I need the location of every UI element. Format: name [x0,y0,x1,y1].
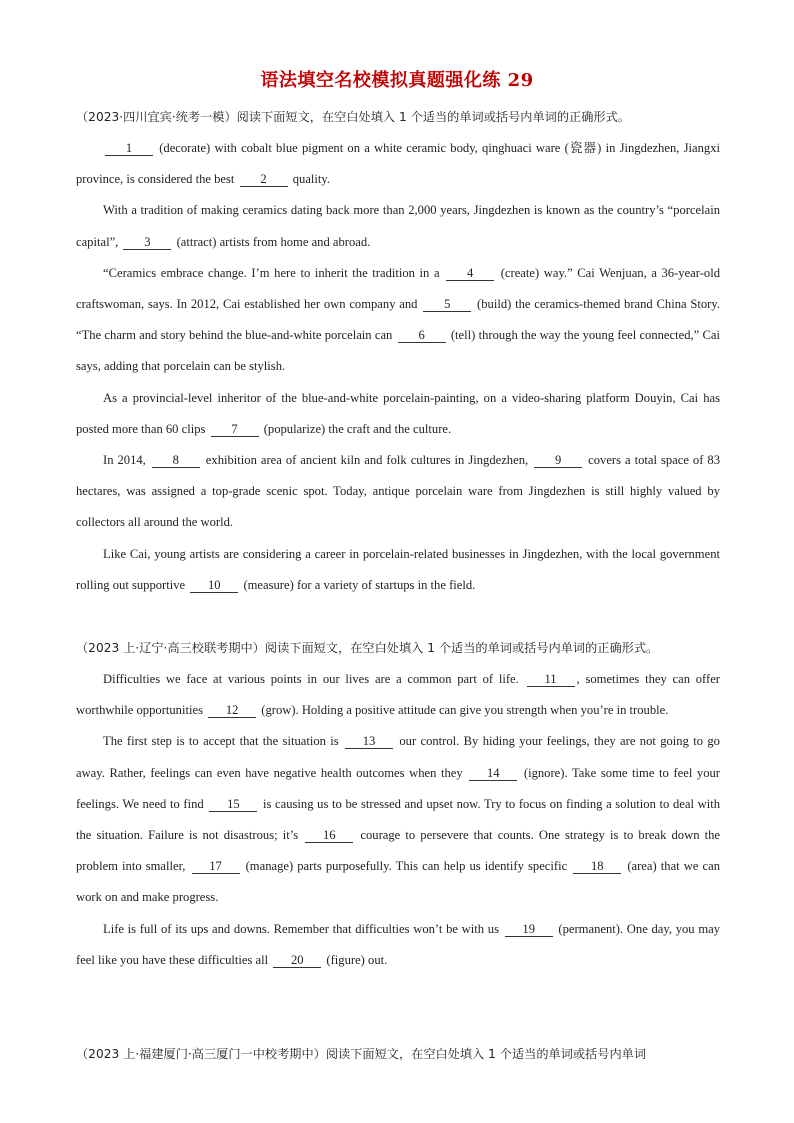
section-2-source: （2023 上·辽宁·高三校联考期中）阅读下面短文，在空白处填入 1 个适当的单词或括号内单词的正确形式。 [76,641,659,655]
answer-blank-14[interactable]: 14 [469,766,517,781]
answer-blank-16[interactable]: 16 [305,828,353,843]
passage-paragraph: The first step is to accept that the situation is 13 our control. By hiding your feelings, they are not going to go away. Rather, feelings can even have negative health outcomes when they 14 (ignore). Take some time to feel your feelings. We need to find 15 is causing us to be stressed and upset now. Try to focus on finding a solution to deal with the situation. Failure is not disastrous; it’s 16 courage to persevere that counts. One strategy is to break down the problem into smaller, 17 (manage) parts purposefully. This can help us identify specific 18 (area) that we can work on and make progress. [76,734,721,905]
answer-blank-2[interactable]: 2 [240,172,288,187]
section-1-passage [76,133,720,601]
answer-blank-13[interactable]: 13 [345,734,393,749]
answer-blank-19[interactable]: 19 [505,922,553,937]
passage-paragraph: As a provincial-level inheritor of the blue-and-white porcelain-painting, on a video-sharing platform Douyin, Cai has posted more than 60 clips 7 (popularize) the craft and the culture. [76,390,720,436]
section-1-source: （2023·四川宜宾·统考一模）阅读下面短文，在空白处填入 1 个适当的单词或括号内单词的正确形式。 [76,110,630,124]
passage-paragraph: “Ceramics embrace change. I’m here to inherit the tradition in a 4 (create) way.” Cai Wenjuan, a 36-year-old craftswoman, says. In 2012, Cai established her own company and 5 (build) the ceramics-themed brand China Story. “The charm and story behind the blue-and-white porcelain can 6 (tell) through the way the young feel connected,” Cai says, adding that porcelain can be stylish. [76,265,721,374]
section-2-passage [76,664,720,976]
page-title: 语法填空名校模拟真题强化练 29 [260,70,534,91]
passage-paragraph: Life is full of its ups and downs. Remember that difficulties won’t be with us 19 (permanent). One day, you may feel like you have these difficulties all 20 (figure) out. [76,921,720,967]
passage-paragraph: Like Cai, young artists are considering a career in porcelain-related businesses in Jingdezhen, with the local government rolling out supportive 10 (measure) for a variety of startups in the field. [76,546,720,592]
answer-blank-18[interactable]: 18 [573,859,621,874]
answer-blank-15[interactable]: 15 [209,797,257,812]
answer-blank-8[interactable]: 8 [152,453,200,468]
answer-blank-12[interactable]: 12 [208,703,256,718]
passage-paragraph: Difficulties we face at various points in our lives are a common part of life. 11 , sometimes they can offer worthwhile opportunities 12 (grow). Holding a positive attitude can give you strength when you’re in trouble. [76,672,721,718]
passage-paragraph: With a tradition of making ceramics dating back more than 2,000 years, Jingdezhen is known as the country’s “porcelain capital”, 3 (attract) artists from home and abroad. [76,203,720,249]
answer-blank-6[interactable]: 6 [398,328,446,343]
passage-paragraph: In 2014, 8 exhibition area of ancient kiln and folk cultures in Jingdezhen, 9 covers a total space of 83 hectares, was assigned a top-grade scenic spot. Today, antique porcelain ware from Jingdezhen is still highly valued by collectors all around the world. [76,453,720,530]
answer-blank-17[interactable]: 17 [192,859,240,874]
answer-blank-4[interactable]: 4 [446,266,494,281]
answer-blank-7[interactable]: 7 [211,422,259,437]
answer-blank-9[interactable]: 9 [534,453,582,468]
answer-blank-1[interactable]: 1 [105,141,153,156]
section-3-source: （2023 上·福建厦门·高三厦门一中校考期中）阅读下面短文，在空白处填入 1 个适当的单词或括号内单词 [76,1047,647,1061]
answer-blank-5[interactable]: 5 [423,297,471,312]
answer-blank-10[interactable]: 10 [190,578,238,593]
passage-paragraph: 1 (decorate) with cobalt blue pigment on a white ceramic body, qinghuaci ware (瓷器) in Jingdezhen, Jiangxi province, is considered the best 2 quality. [76,141,720,187]
answer-blank-3[interactable]: 3 [123,235,171,250]
answer-blank-20[interactable]: 20 [273,953,321,968]
answer-blank-11[interactable]: 11 [527,672,575,687]
